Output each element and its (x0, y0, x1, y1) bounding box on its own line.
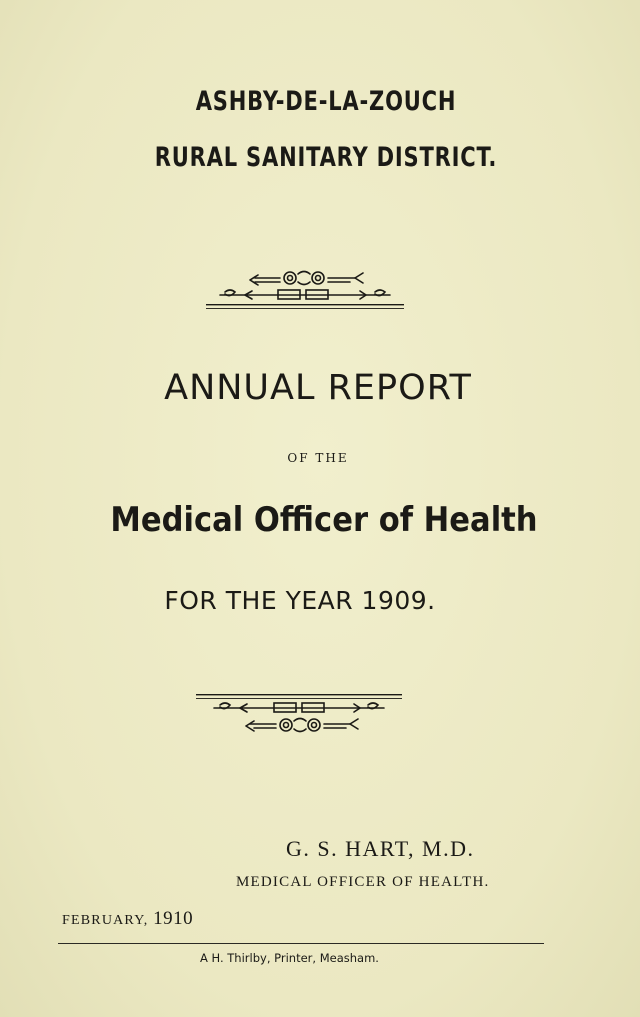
footer-rule (58, 943, 544, 944)
ornament-top (200, 266, 410, 312)
report-of-the: OF THE (287, 451, 349, 465)
printer-imprint: A H. Thirlby, Printer, Measham. (200, 951, 379, 965)
date-month: FEBRUARY, (62, 913, 149, 928)
report-title: ANNUAL REPORT (164, 368, 472, 408)
report-date (62, 908, 193, 930)
report-subject: Medical Officer of Health (110, 500, 538, 540)
report-year: FOR THE YEAR 1909. (164, 586, 436, 615)
district-name: ASHBY-DE-LA-ZOUCH (195, 86, 457, 117)
author-name: G. S. HART, M.D. (286, 836, 475, 861)
district-type: RURAL SANITARY DISTRICT. (154, 142, 498, 173)
ornament-bottom (192, 692, 406, 738)
date-year: 1910 (153, 908, 194, 929)
author-title: MEDICAL OFFICER OF HEALTH. (236, 874, 490, 890)
